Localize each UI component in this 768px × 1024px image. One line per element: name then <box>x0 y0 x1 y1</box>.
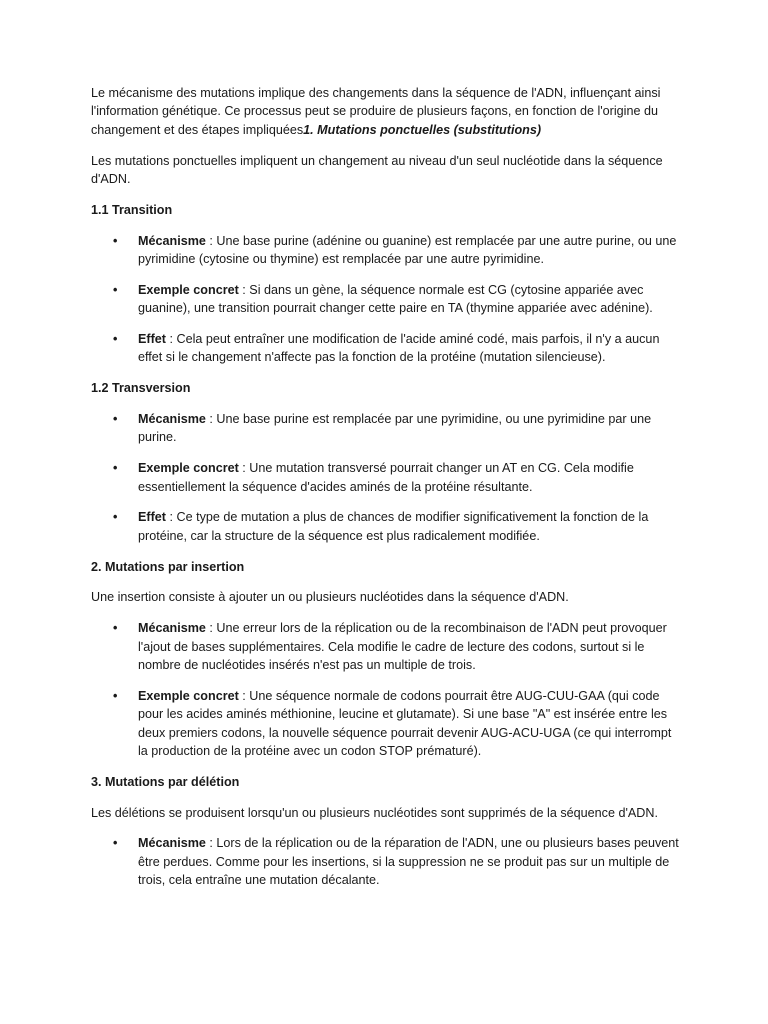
section3-list <box>91 834 680 889</box>
item-text: : Une base purine (adénine ou guanine) est remplacée par une autre purine, ou une pyrimidine (cytosine ou thymine) est remplacée par une autre pyrimidine. <box>138 233 677 267</box>
item-term: Mécanisme <box>138 412 206 427</box>
item-text: : Une séquence normale de codons pourrait être AUG-CUU-GAA (qui code pour les acides aminés méthionine, leucine et glutamate). Si une base "A" est insérée entre les deux premiers codons, la nouvelle séquence pourrait devenir AUG-ACU-UGA (ce qui interrompt la production de la protéine avec un codon STOP prématuré). <box>138 688 672 759</box>
bullet-icon: • <box>113 621 118 636</box>
bullet-icon: • <box>113 332 118 347</box>
list-item <box>91 508 680 545</box>
item-term: Exemple concret <box>138 688 239 703</box>
item-term: Mécanisme <box>138 621 206 636</box>
list-item <box>91 834 680 889</box>
list-item <box>91 459 680 496</box>
list-item <box>91 619 680 674</box>
section3-intro: Les délétions se produisent lorsqu'un ou plusieurs nucléotides sont supprimés de la séquence d'ADN. <box>91 805 658 820</box>
section2-list <box>91 619 680 760</box>
section1-1-heading: 1.1 Transition <box>91 202 173 217</box>
list-item <box>91 232 680 269</box>
section3-heading: 3. Mutations par délétion <box>91 774 240 789</box>
bullet-icon: • <box>113 282 118 297</box>
list-item <box>91 687 680 761</box>
intro-paragraph <box>91 84 680 139</box>
section1-2-heading: 1.2 Transversion <box>91 381 191 396</box>
item-text: : Cela peut entraîner une modification de l'acide aminé codé, mais parfois, il n'y a aucun effet si le changement n'affecte pas la fonction de la protéine (mutation silencieuse). <box>138 332 660 365</box>
section1-intro: Les mutations ponctuelles impliquent un changement au niveau d'un seul nucléotide dans la séquence d'ADN. <box>91 153 663 187</box>
item-text: : Une erreur lors de la réplication ou de la recombinaison de l'ADN peut provoquer l'ajout de bases supplémentaires. Cela modifie le cadre de lecture des codons, surtout si le nombre de nucléotides insérés n'est pas un multiple de trois. <box>138 621 667 673</box>
item-term: Mécanisme <box>138 836 206 851</box>
item-term: Effet <box>138 510 166 525</box>
bullet-icon: • <box>113 461 118 476</box>
list-item <box>91 330 680 367</box>
bullet-icon: • <box>113 836 118 851</box>
item-term: Exemple concret <box>138 282 239 297</box>
item-text: : Si dans un gène, la séquence normale est CG (cytosine appariée avec guanine), une transition pourrait changer cette paire en TA (thymine appariée avec adénine). <box>138 282 653 316</box>
item-text: : Une mutation transversé pourrait changer un AT en CG. Cela modifie essentiellement la séquence d'acides aminés de la protéine résultante. <box>138 461 634 494</box>
item-term: Mécanisme <box>138 233 206 248</box>
section2-intro: Une insertion consiste à ajouter un ou plusieurs nucléotides dans la séquence d'ADN. <box>91 590 569 605</box>
list-item <box>91 410 680 447</box>
section1-1-list <box>91 232 680 367</box>
section1-heading-inline: 1. Mutations ponctuelles (substitutions) <box>303 122 542 137</box>
item-text: : Ce type de mutation a plus de chances de modifier significativement la fonction de la protéine, car la structure de la séquence est plus radicalement modifiée. <box>138 510 649 543</box>
bullet-icon: • <box>113 233 118 248</box>
bullet-icon: • <box>113 412 118 427</box>
bullet-icon: • <box>113 510 118 525</box>
item-text: : Une base purine est remplacée par une pyrimidine, ou une pyrimidine par une purine. <box>138 412 652 445</box>
intro-text: Le mécanisme des mutations implique des changements dans la séquence de l'ADN, influençant ainsi l'information génétique. Ce processus peut se produire de plusieurs façons, en fonction de l'origine du changement et des étapes impliquées <box>91 86 661 137</box>
item-term: Effet <box>138 332 166 347</box>
item-term: Exemple concret <box>138 461 239 476</box>
section1-2-list <box>91 410 680 545</box>
item-text: : Lors de la réplication ou de la réparation de l'ADN, une ou plusieurs bases peuvent être perdues. Comme pour les insertions, si la suppression ne se produit pas sur un multiple de trois, cela entraîne une mutation décalante. <box>138 836 679 888</box>
list-item <box>91 281 680 318</box>
section2-heading: 2. Mutations par insertion <box>91 559 245 574</box>
bullet-icon: • <box>113 688 118 703</box>
